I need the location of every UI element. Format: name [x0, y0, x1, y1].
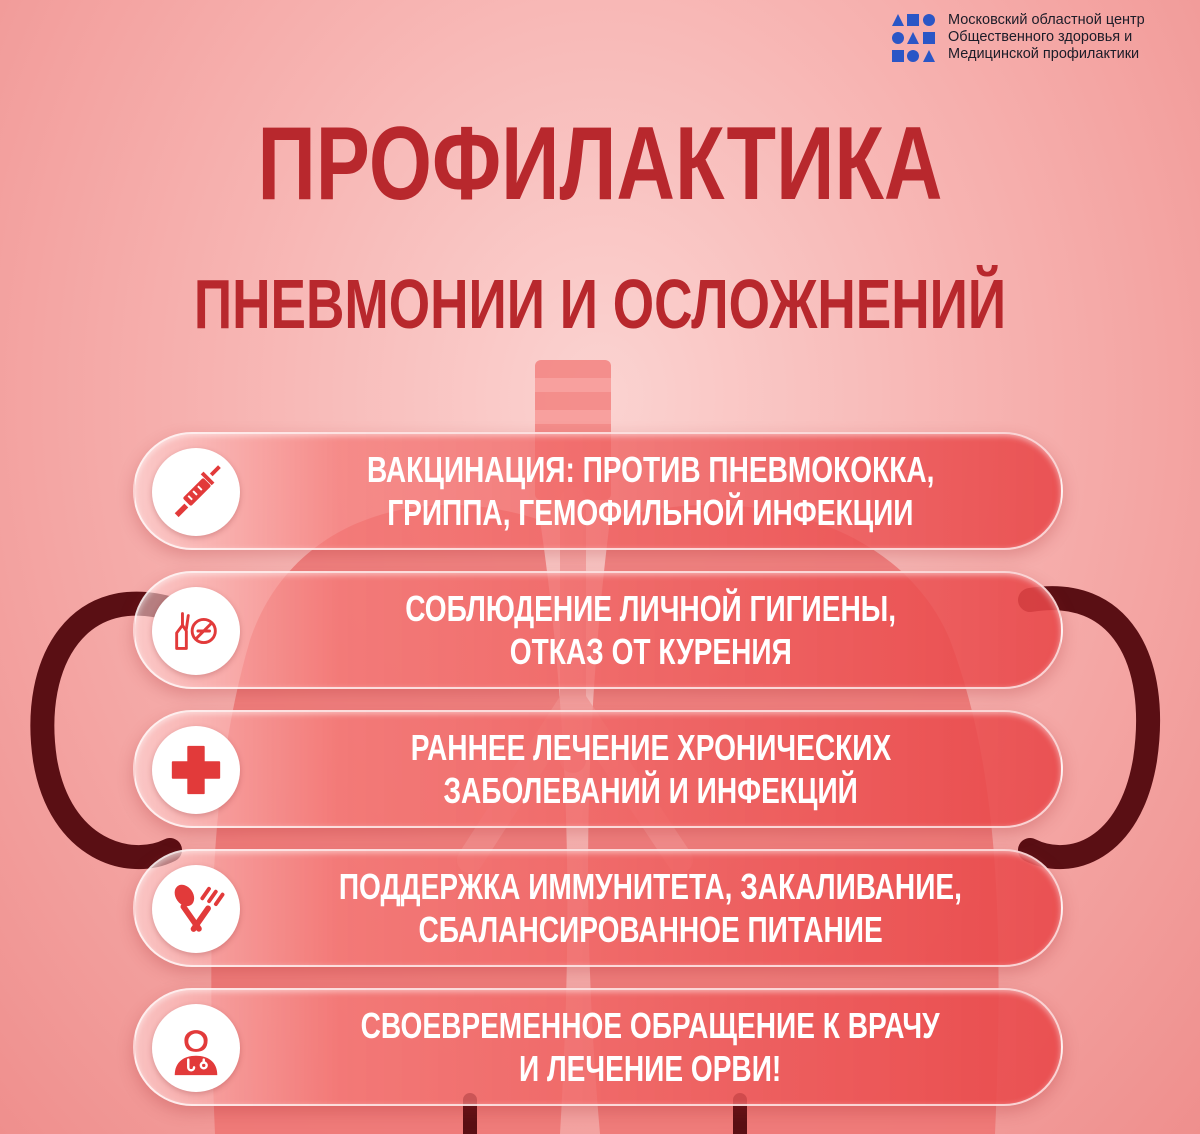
prevention-item-line: СОБЛЮДЕНИЕ ЛИЧНОЙ ГИГИЕНЫ,: [405, 588, 896, 629]
prevention-item-text: [240, 990, 1061, 1104]
doctor-icon: [152, 1004, 240, 1092]
prevention-item-immunity: [133, 849, 1063, 967]
abo-logo-mark-icon: [890, 12, 936, 64]
organization-name-line: Общественного здоровья и: [948, 29, 1133, 45]
prevention-item-line: ОТКАЗ ОТ КУРЕНИЯ: [509, 631, 792, 672]
prevention-list: [133, 432, 1063, 1127]
organization-name: [948, 12, 1145, 63]
prevention-item-line: ЗАБОЛЕВАНИЙ И ИНФЕКЦИЙ: [443, 770, 858, 811]
prevention-item-text: [240, 851, 1061, 965]
page-title: ПРОФИЛАКТИКА: [257, 106, 943, 222]
prevention-item-vaccination: [133, 432, 1063, 550]
prevention-item-line: И ЛЕЧЕНИЕ ОРВИ!: [519, 1048, 782, 1089]
prevention-item-line: РАННЕЕ ЛЕЧЕНИЕ ХРОНИЧЕСКИХ: [410, 727, 891, 768]
spoon-fork-icon: [152, 865, 240, 953]
prevention-item-line: СБАЛАНСИРОВАННОЕ ПИТАНИЕ: [418, 909, 883, 950]
prevention-item-text: [240, 573, 1061, 687]
prevention-item-text: [240, 434, 1061, 548]
prevention-item-line: СВОЕВРЕМЕННОЕ ОБРАЩЕНИЕ К ВРАЧУ: [361, 1005, 940, 1046]
syringe-icon: [152, 448, 240, 536]
organization-name-line: Медицинской профилактики: [948, 46, 1140, 62]
prevention-item-doctor: [133, 988, 1063, 1106]
prevention-item-hygiene: [133, 571, 1063, 689]
prevention-item-text: [240, 712, 1061, 826]
organization-name-line: Московский областной центр: [948, 12, 1145, 28]
prevention-item-line: ГРИППА, ГЕМОФИЛЬНОЙ ИНФЕКЦИИ: [387, 492, 914, 533]
prevention-item-treatment: [133, 710, 1063, 828]
prevention-item-line: ВАКЦИНАЦИЯ: ПРОТИВ ПНЕВМОКОККА,: [366, 449, 935, 490]
page-subtitle: ПНЕВМОНИИ И ОСЛОЖНЕНИЙ: [193, 265, 1007, 343]
hygiene-no-smoking-icon: [152, 587, 240, 675]
medical-cross-icon: [152, 726, 240, 814]
prevention-item-line: ПОДДЕРЖКА ИММУНИТЕТА, ЗАКАЛИВАНИЕ,: [338, 866, 963, 907]
organization-logo: [890, 12, 1190, 72]
